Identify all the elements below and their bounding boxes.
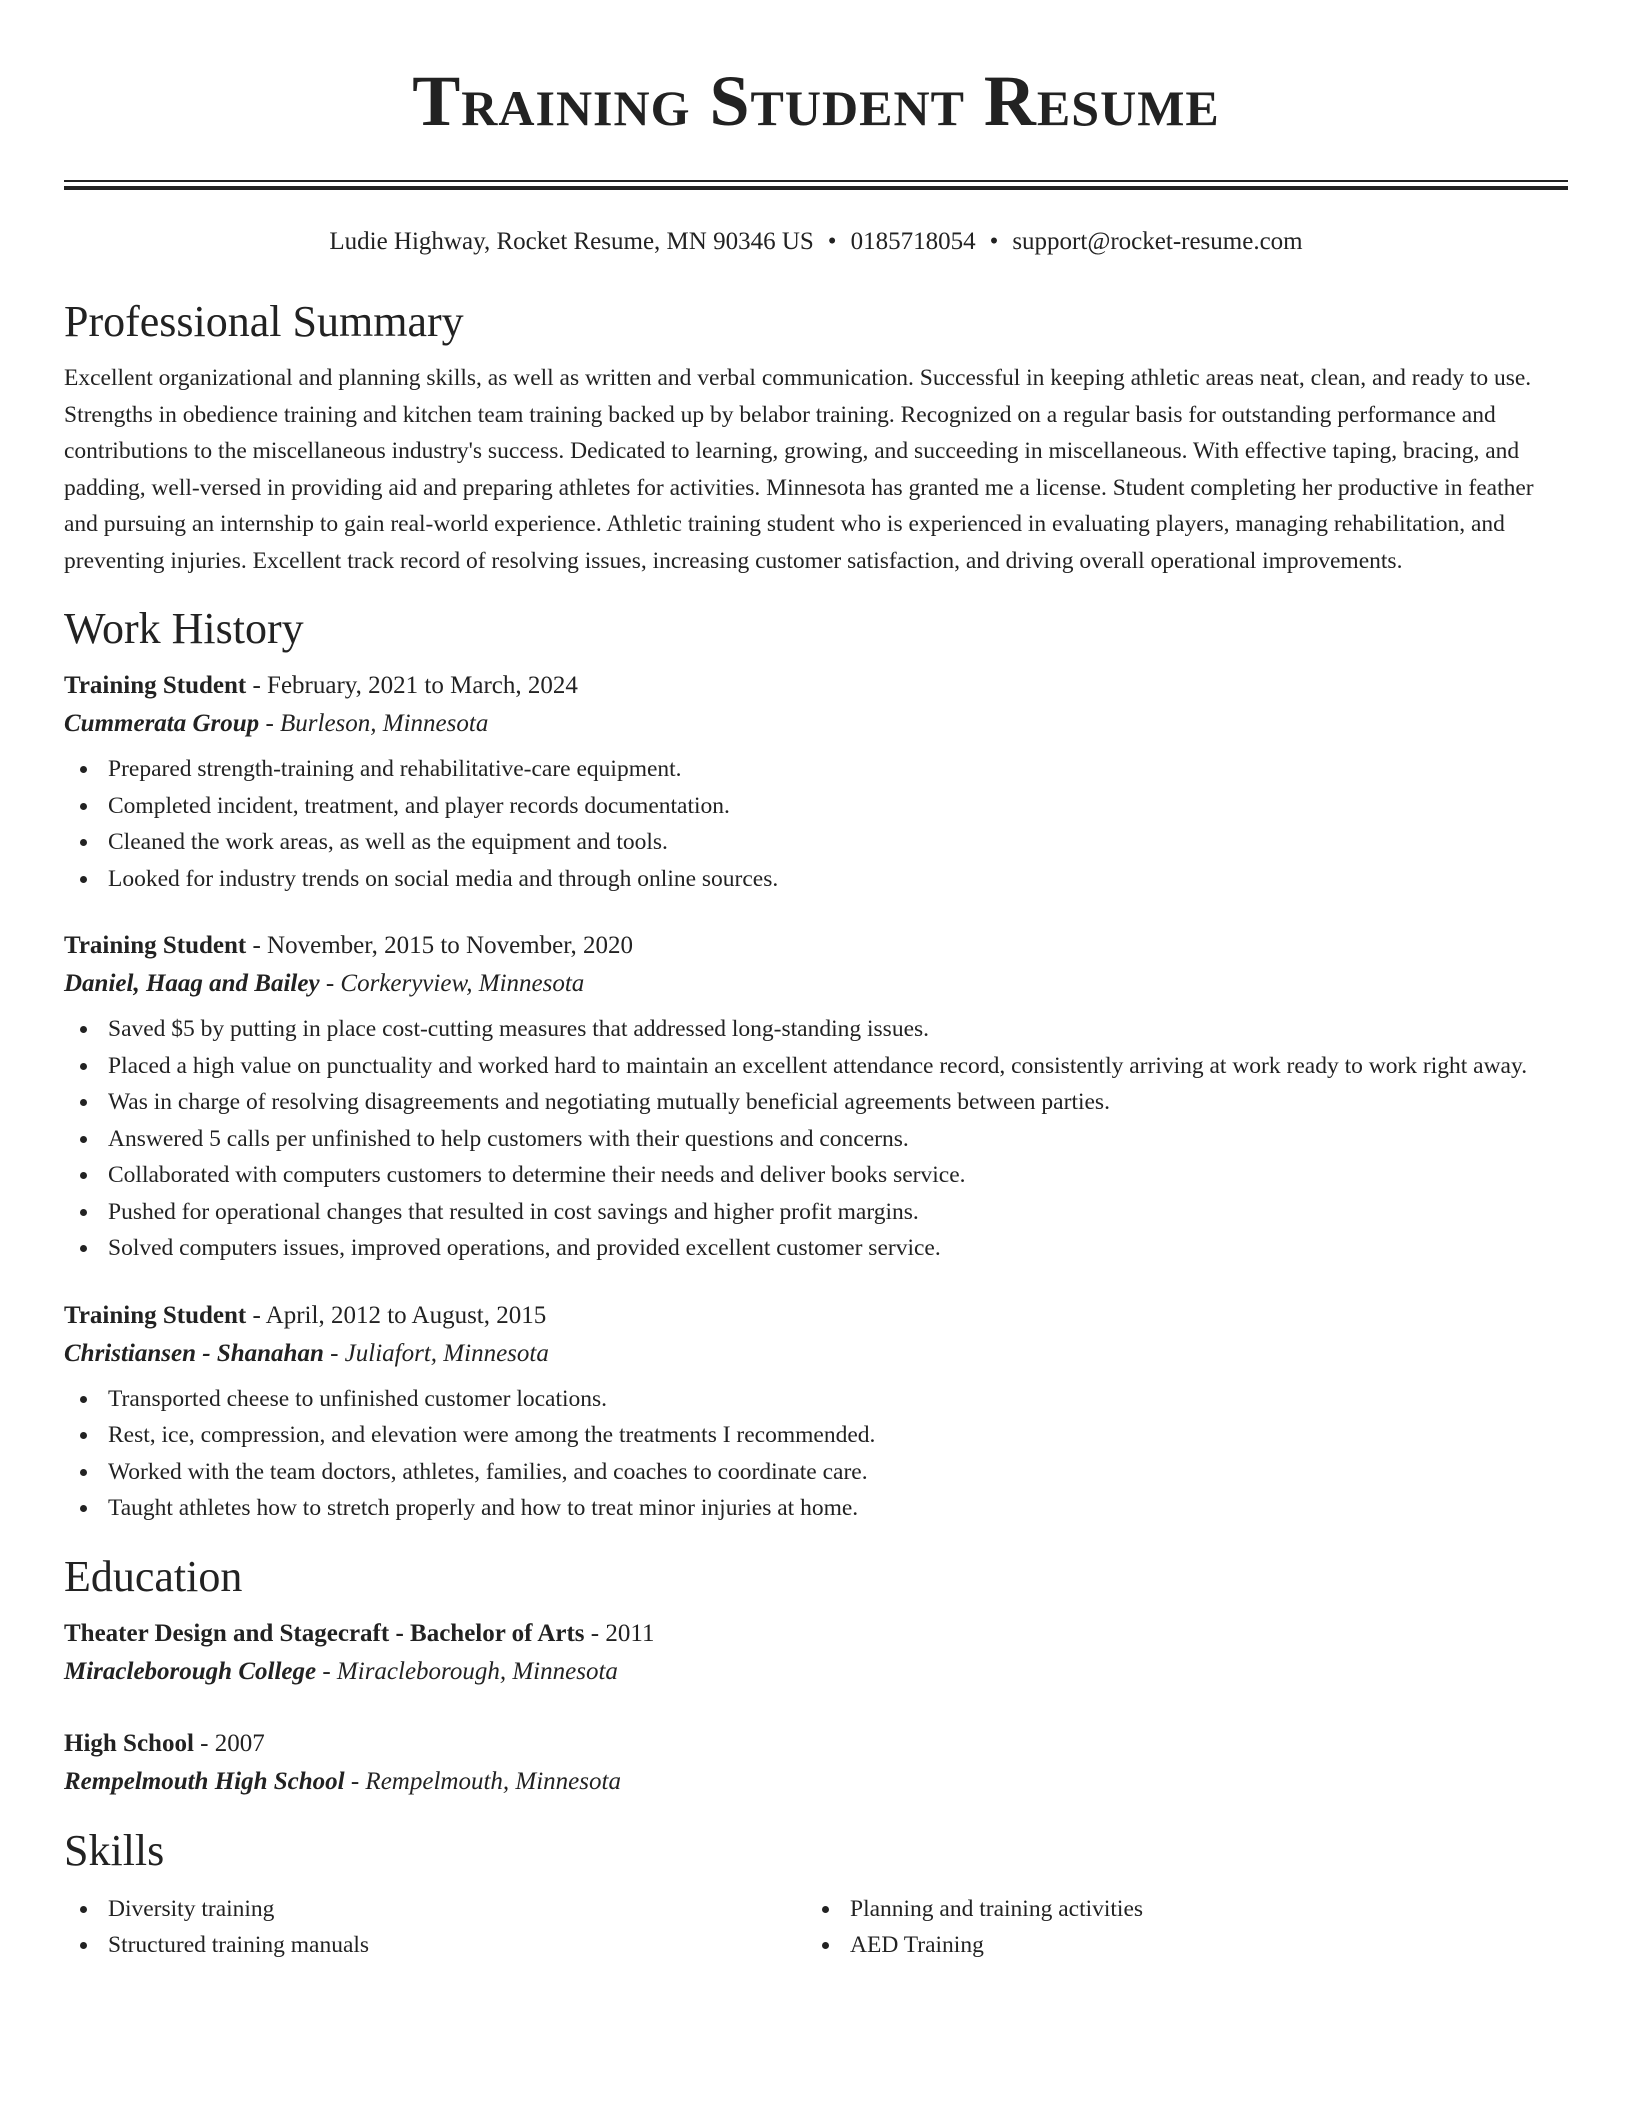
contact-phone: 0185718054 — [850, 228, 976, 255]
skill-item: Planning and training activities — [806, 1891, 1548, 1928]
job-title-line — [64, 927, 1568, 965]
skill-item: AED Training — [806, 1927, 1548, 1964]
job-title-line — [64, 667, 1568, 705]
degree-line — [64, 1615, 1568, 1653]
job-dates: - February, 2021 to March, 2024 — [246, 672, 578, 699]
education-heading: Education — [64, 1551, 243, 1601]
job-location: - Corkeryview, Minnesota — [319, 970, 585, 997]
skills-heading: Skills — [64, 1825, 165, 1875]
list-item: Prepared strength-training and rehabilitative-care equipment. — [64, 751, 1568, 788]
list-item: Taught athletes how to stretch properly and how to treat minor injuries at home. — [64, 1490, 1568, 1527]
school-line — [64, 1653, 1568, 1691]
job-entry — [64, 927, 1568, 1267]
skills-list — [64, 1891, 1568, 1964]
list-item: Saved $5 by putting in place cost-cutting measures that addressed long-standing issues. — [64, 1011, 1568, 1048]
job-title: Training Student — [64, 672, 247, 699]
summary-section — [64, 294, 1568, 579]
job-entry — [64, 1297, 1568, 1527]
job-title-line — [64, 1297, 1568, 1335]
job-location: - Burleson, Minnesota — [259, 710, 489, 737]
list-item: Looked for industry trends on social media and through online sources. — [64, 861, 1568, 898]
contact-line — [64, 226, 1568, 258]
school: Rempelmouth High School — [64, 1767, 345, 1795]
job-dates: - November, 2015 to November, 2020 — [246, 932, 634, 959]
list-item: Transported cheese to unfinished customer locations. — [64, 1381, 1568, 1418]
summary-heading: Professional Summary — [64, 297, 464, 346]
skills-section — [64, 1823, 1568, 1964]
education-entry — [64, 1725, 1568, 1801]
degree: High School — [64, 1729, 194, 1757]
graduation-year: - 2007 — [193, 1729, 265, 1757]
job-company: Daniel, Haag and Bailey — [64, 970, 320, 997]
job-location: - Juliafort, Minnesota — [323, 1339, 549, 1367]
contact-separator: • — [989, 228, 999, 255]
job-title: Training Student — [64, 932, 247, 959]
contact-separator: • — [827, 228, 837, 255]
school-location: - Rempelmouth, Minnesota — [344, 1767, 621, 1795]
job-title: Training Student — [64, 1301, 247, 1329]
graduation-year: - 2011 — [584, 1619, 655, 1647]
education-section — [64, 1549, 1568, 1801]
job-entry — [64, 667, 1568, 897]
job-company-line — [64, 965, 1568, 1003]
work-history-heading: Work History — [64, 604, 304, 653]
job-dates: - April, 2012 to August, 2015 — [246, 1301, 547, 1329]
school-location: - Miracleborough, Minnesota — [316, 1657, 618, 1685]
job-company: Christiansen - Shanahan — [64, 1339, 324, 1367]
school: Miracleborough College — [64, 1657, 317, 1685]
skill-item: Diversity training — [64, 1891, 806, 1928]
contact-email: support@rocket-resume.com — [1012, 228, 1303, 255]
job-company-line — [64, 705, 1568, 743]
list-item: Cleaned the work areas, as well as the equipment and tools. — [64, 824, 1568, 861]
degree-line — [64, 1725, 1568, 1763]
list-item: Solved computers issues, improved operations, and provided excellent customer service. — [64, 1230, 1568, 1267]
job-bullets — [64, 1381, 1568, 1527]
title-divider — [64, 180, 1568, 190]
job-company-line — [64, 1335, 1568, 1373]
job-company: Cummerata Group — [64, 710, 260, 737]
education-entry — [64, 1615, 1568, 1691]
resume-title: Training Student Resume — [412, 61, 1220, 141]
degree: Theater Design and Stagecraft - Bachelor of Arts — [64, 1619, 585, 1647]
work-history-section — [64, 601, 1568, 1527]
list-item: Worked with the team doctors, athletes, families, and coaches to coordinate care. — [64, 1454, 1568, 1491]
list-item: Answered 5 calls per unfinished to help customers with their questions and concerns. — [64, 1121, 1568, 1158]
school-line — [64, 1763, 1568, 1801]
list-item: Completed incident, treatment, and player records documentation. — [64, 788, 1568, 825]
list-item: Rest, ice, compression, and elevation were among the treatments I recommended. — [64, 1417, 1568, 1454]
job-bullets — [64, 751, 1568, 897]
list-item: Was in charge of resolving disagreements and negotiating mutually beneficial agreements between parties. — [64, 1084, 1568, 1121]
summary-text: Excellent organizational and planning skills, as well as written and verbal communication. Successful in keeping athletic areas neat, clean, and ready to use. Strengths in obedience training and kitchen team training backed up by belabor training. Recognized on a regular basis for outstanding performance and contributions to the miscellaneous industry's success. Dedicated to learning, growing, and succeeding in miscellaneous. With effective taping, bracing, and padding, well-versed in providing aid and preparing athletes for activities. Minnesota has granted me a license. Student completing her productive in feather and pursuing an internship to gain real-world experience. Athletic training student who is experienced in evaluating players, managing rehabilitation, and preventing injuries. Excellent track record of resolving issues, increasing customer satisfaction, and driving overall operational improvements. — [64, 365, 1534, 574]
job-bullets — [64, 1011, 1568, 1267]
contact-address: Ludie Highway, Rocket Resume, MN 90346 US — [329, 228, 814, 255]
skill-item: Structured training manuals — [64, 1927, 806, 1964]
list-item: Placed a high value on punctuality and worked hard to maintain an excellent attendance record, consistently arriving at work ready to work right away. — [64, 1048, 1568, 1085]
list-item: Pushed for operational changes that resulted in cost savings and higher profit margins. — [64, 1194, 1568, 1231]
list-item: Collaborated with computers customers to determine their needs and deliver books service. — [64, 1157, 1568, 1194]
